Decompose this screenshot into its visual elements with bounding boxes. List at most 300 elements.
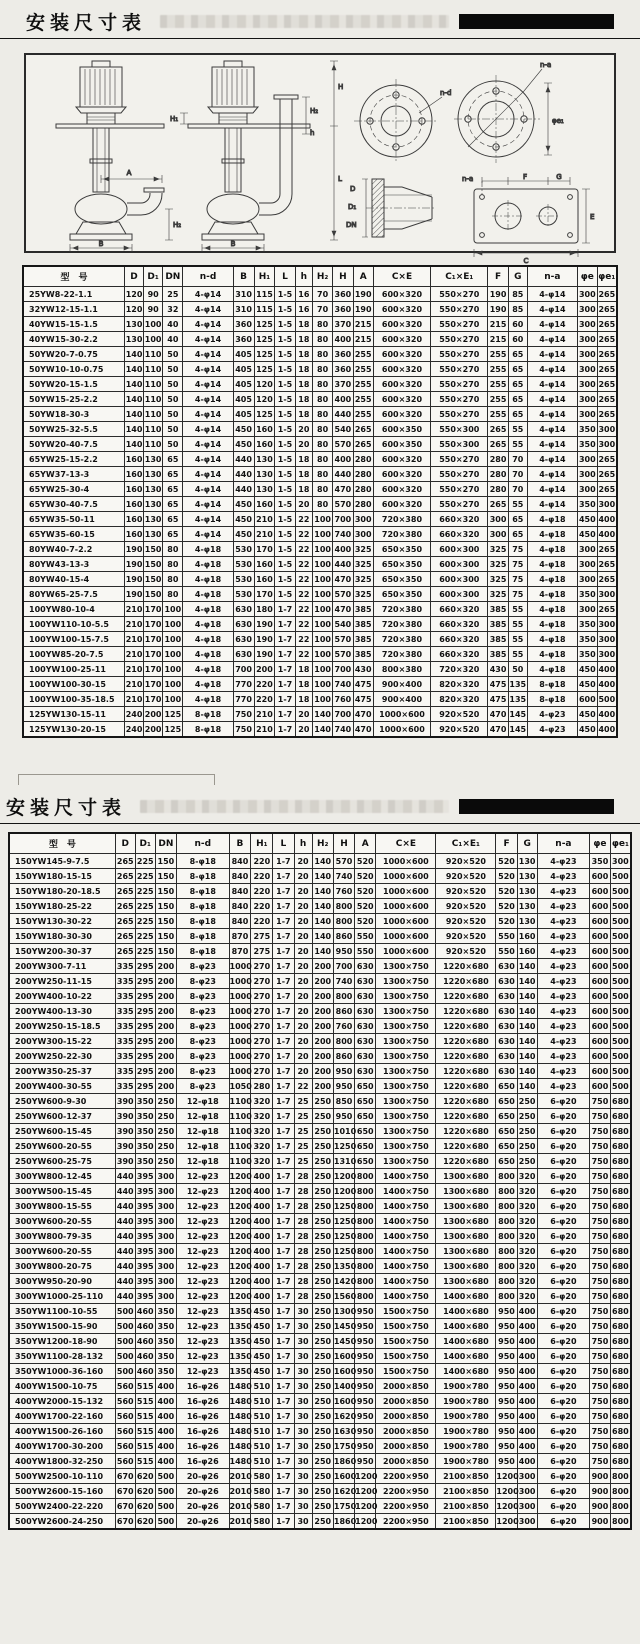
value-cell: 450 [251,1334,273,1349]
value-cell: 680 [610,1409,631,1424]
value-cell: 8-φ18 [177,899,230,914]
model-cell: 200YW400-30-55 [9,1079,115,1094]
value-cell: 1-5 [275,392,295,407]
pump-dimension-drawing [26,55,618,265]
value-cell: 600×320 [373,347,430,362]
value-cell: 190 [353,302,373,317]
value-cell: 800 [355,1169,376,1184]
value-cell: 320 [517,1184,537,1199]
value-cell: 800 [355,1229,376,1244]
value-cell: 800 [496,1229,517,1244]
value-cell: 18 [295,317,312,332]
value-cell: 110 [144,392,163,407]
value-cell: 350 [577,632,597,647]
value-cell: 250 [312,1259,333,1274]
value-cell: 1-7 [275,722,295,738]
value-cell: 16-φ26 [177,1454,230,1469]
value-cell: 4-φ23 [537,1019,590,1034]
model-cell: 500YW2500-10-110 [9,1469,115,1484]
value-cell: 950 [496,1424,517,1439]
value-cell: 650×350 [373,557,430,572]
value-cell: 500 [610,1049,631,1064]
value-cell: 300 [577,407,597,422]
value-cell: 2100×850 [436,1484,496,1499]
value-cell: 1000×600 [373,707,430,722]
value-cell: 320 [251,1139,273,1154]
value-cell: 300 [155,1244,176,1259]
value-cell: 680 [610,1139,631,1154]
drawing-frame [24,53,616,265]
value-cell: 115 [254,302,275,317]
value-cell: 1-7 [273,1244,294,1259]
value-cell: 250 [312,1244,333,1259]
value-cell: 150 [155,869,176,884]
value-cell: 225 [135,944,155,959]
value-cell: 140 [312,944,333,959]
value-cell: 20-φ26 [177,1514,230,1530]
value-cell: 140 [312,854,333,869]
value-cell: 300 [577,302,597,317]
column-header: n-a [527,266,577,287]
value-cell: 1300×680 [436,1199,496,1214]
value-cell: 140 [312,884,333,899]
value-cell: 265 [597,542,617,557]
value-cell: 440 [115,1199,135,1214]
value-cell: 400 [251,1199,273,1214]
pipe-section-view [346,179,436,237]
value-cell: 12-φ23 [177,1304,230,1319]
value-cell: 75 [508,587,527,602]
value-cell: 80 [163,557,183,572]
value-cell: 225 [135,869,155,884]
value-cell: 750 [590,1199,611,1214]
value-cell: 150 [155,854,176,869]
value-cell: 350 [155,1334,176,1349]
value-cell: 325 [353,572,373,587]
value-cell: 950 [496,1304,517,1319]
section1-title: 安装尺寸表 [26,11,147,34]
value-cell: 325 [353,557,373,572]
value-cell: 120 [254,377,275,392]
value-cell: 1-7 [275,632,295,647]
value-cell: 300 [597,587,617,602]
table-row [23,467,617,482]
value-cell: 295 [135,1079,155,1094]
value-cell: 1-7 [273,1184,294,1199]
value-cell: 1500×750 [376,1349,436,1364]
value-cell: 270 [251,1019,273,1034]
value-cell: 250 [312,1184,333,1199]
table-row [9,1364,631,1379]
column-header: DN [163,266,183,287]
model-cell: 200YW250-22-30 [9,1049,115,1064]
model-cell: 65YW35-50-11 [23,512,125,527]
value-cell: 300 [155,1184,176,1199]
value-cell: 800 [496,1274,517,1289]
table-row [23,692,617,707]
value-cell: 390 [115,1109,135,1124]
value-cell: 30 [294,1439,312,1454]
value-cell: 250 [155,1109,176,1124]
column-header: H [333,833,354,854]
value-cell: 620 [135,1469,155,1484]
value-cell: 280 [353,497,373,512]
value-cell: 1220×680 [436,989,496,1004]
value-cell: 570 [333,647,353,662]
value-cell: 1900×780 [436,1409,496,1424]
value-cell: 460 [135,1334,155,1349]
value-cell: 310 [233,287,254,302]
value-cell: 395 [135,1244,155,1259]
value-cell: 1000×600 [376,914,436,929]
value-cell: 65 [508,407,527,422]
value-cell: 1-7 [273,1139,294,1154]
value-cell: 1000×600 [376,869,436,884]
value-cell: 405 [233,347,254,362]
value-cell: 12-φ18 [177,1094,230,1109]
value-cell: 390 [115,1094,135,1109]
value-cell: 250 [312,1199,333,1214]
value-cell: 300 [597,647,617,662]
value-cell: 210 [125,647,144,662]
column-header: n-d [183,266,233,287]
value-cell: 130 [144,512,163,527]
value-cell: 475 [488,692,508,707]
value-cell: 22 [295,587,312,602]
value-cell: 1420 [333,1274,354,1289]
value-cell: 210 [254,722,275,738]
value-cell: 1600 [333,1349,354,1364]
value-cell: 4-φ23 [537,869,590,884]
value-cell: 8-φ18 [177,854,230,869]
value-cell: 300 [610,854,631,869]
table-row [9,1049,631,1064]
value-cell: 125 [254,362,275,377]
value-cell: 130 [517,914,537,929]
value-cell: 265 [597,287,617,302]
value-cell: 680 [610,1229,631,1244]
value-cell: 215 [353,332,373,347]
value-cell: 4-φ14 [183,347,233,362]
value-cell: 1-7 [273,1079,294,1094]
value-cell: 520 [355,899,376,914]
column-header: H₂ [312,266,332,287]
value-cell: 130 [144,467,163,482]
flange-view-na [454,61,564,163]
plate-label-g: G [556,173,562,181]
value-cell: 265 [597,302,617,317]
value-cell: 130 [144,482,163,497]
value-cell: 190 [125,572,144,587]
value-cell: 630 [355,989,376,1004]
value-cell: 6-φ20 [537,1319,590,1334]
value-cell: 500 [155,1499,176,1514]
value-cell: 720×380 [373,647,430,662]
section-label-d1: D₁ [348,203,357,211]
value-cell: 800 [496,1259,517,1274]
value-cell: 440 [115,1259,135,1274]
value-cell: 300 [517,1484,537,1499]
value-cell: 630 [496,1004,517,1019]
value-cell: 1310 [333,1154,354,1169]
value-cell: 130 [254,482,275,497]
value-cell: 100 [312,527,332,542]
value-cell: 1100 [229,1154,251,1169]
value-cell: 1-7 [273,1454,294,1469]
value-cell: 950 [355,1319,376,1334]
value-cell: 400 [517,1454,537,1469]
value-cell: 275 [251,929,273,944]
value-cell: 295 [135,974,155,989]
value-cell: 4-φ14 [183,482,233,497]
value-cell: 740 [333,974,354,989]
value-cell: 4-φ23 [537,1004,590,1019]
value-cell: 250 [155,1154,176,1169]
value-cell: 75 [508,572,527,587]
value-cell: 950 [496,1379,517,1394]
table-row [9,1019,631,1034]
table-row [23,347,617,362]
value-cell: 385 [488,617,508,632]
value-cell: 1000 [229,1064,251,1079]
value-cell: 8-φ18 [177,884,230,899]
value-cell: 30 [294,1424,312,1439]
value-cell: 800 [355,1259,376,1274]
value-cell: 50 [508,662,527,677]
installation-table-2 [8,832,632,1530]
value-cell: 2010 [229,1514,251,1530]
column-header: G [508,266,527,287]
value-cell: 150 [155,899,176,914]
value-cell: 550 [355,944,376,959]
value-cell: 560 [115,1439,135,1454]
value-cell: 25 [163,287,183,302]
value-cell: 600 [590,1064,611,1079]
plate-label-f: F [522,173,528,181]
value-cell: 1-7 [273,1049,294,1064]
value-cell: 450 [233,422,254,437]
value-cell: 20 [294,974,312,989]
value-cell: 1250 [333,1214,354,1229]
value-cell: 265 [353,437,373,452]
value-cell: 900 [590,1469,611,1484]
value-cell: 200 [155,1079,176,1094]
value-cell: 400 [517,1364,537,1379]
value-cell: 6-φ20 [537,1424,590,1439]
value-cell: 550×270 [431,317,488,332]
value-cell: 1560 [333,1289,354,1304]
table-row [9,1454,631,1469]
table-row [23,332,617,347]
value-cell: 680 [610,1289,631,1304]
value-cell: 400 [251,1259,273,1274]
value-cell: 350 [577,587,597,602]
value-cell: 1600 [333,1394,354,1409]
value-cell: 520 [496,914,517,929]
model-cell: 150YW180-20-18.5 [9,884,115,899]
value-cell: 115 [254,287,275,302]
value-cell: 750 [590,1139,611,1154]
value-cell: 130 [517,884,537,899]
model-cell: 150YW180-30-30 [9,929,115,944]
dim-label-b2: B [230,240,236,248]
value-cell: 6-φ20 [537,1304,590,1319]
value-cell: 100 [163,692,183,707]
value-cell: 320 [251,1109,273,1124]
value-cell: 280 [353,452,373,467]
value-cell: 8-φ18 [177,929,230,944]
column-header: C₁×E₁ [431,266,488,287]
value-cell: 760 [333,692,353,707]
texture-band [160,15,449,28]
value-cell: 325 [488,542,508,557]
value-cell: 800 [355,1244,376,1259]
value-cell: 550×270 [431,287,488,302]
value-cell: 500 [155,1484,176,1499]
value-cell: 255 [353,347,373,362]
value-cell: 840 [229,899,251,914]
value-cell: 4-φ23 [537,1079,590,1094]
value-cell: 85 [508,287,527,302]
value-cell: 600×320 [373,362,430,377]
value-cell: 360 [333,362,353,377]
value-cell: 400 [251,1244,273,1259]
value-cell: 28 [294,1244,312,1259]
table-row [23,647,617,662]
value-cell: 1480 [229,1424,251,1439]
value-cell: 450 [233,497,254,512]
value-cell: 440 [115,1184,135,1199]
value-cell: 12-φ18 [177,1139,230,1154]
value-cell: 750 [590,1439,611,1454]
value-cell: 1400×750 [376,1229,436,1244]
value-cell: 1100 [229,1094,251,1109]
value-cell: 2000×850 [376,1439,436,1454]
value-cell: 510 [251,1394,273,1409]
value-cell: 600 [590,1079,611,1094]
value-cell: 630 [355,1034,376,1049]
value-cell: 1200 [229,1199,251,1214]
value-cell: 2100×850 [436,1514,496,1530]
value-cell: 4-φ18 [527,527,577,542]
value-cell: 1400×750 [376,1214,436,1229]
value-cell: 250 [155,1139,176,1154]
value-cell: 30 [294,1334,312,1349]
column-header: DN [155,833,176,854]
table-row [23,632,617,647]
value-cell: 680 [610,1259,631,1274]
model-cell: 100YW100-25-11 [23,662,125,677]
value-cell: 395 [135,1259,155,1274]
value-cell: 225 [135,914,155,929]
value-cell: 350 [135,1094,155,1109]
value-cell: 820×320 [431,692,488,707]
value-cell: 1300×750 [376,1064,436,1079]
value-cell: 12-φ18 [177,1124,230,1139]
value-cell: 1900×780 [436,1454,496,1469]
value-cell: 100 [163,602,183,617]
value-cell: 1100 [229,1124,251,1139]
value-cell: 350 [577,497,597,512]
value-cell: 30 [294,1349,312,1364]
value-cell: 265 [597,452,617,467]
value-cell: 250 [312,1364,333,1379]
value-cell: 1-5 [275,497,295,512]
value-cell: 500 [115,1319,135,1334]
plate-label-e: E [590,213,595,221]
value-cell: 4-φ18 [527,617,577,632]
value-cell: 385 [488,602,508,617]
value-cell: 950 [496,1439,517,1454]
value-cell: 8-φ23 [177,1049,230,1064]
value-cell: 140 [312,899,333,914]
value-cell: 800×380 [373,662,430,677]
value-cell: 430 [488,662,508,677]
value-cell: 6-φ20 [537,1409,590,1424]
value-cell: 300 [488,527,508,542]
value-cell: 1400×680 [436,1349,496,1364]
value-cell: 4-φ14 [527,452,577,467]
value-cell: 440 [333,407,353,422]
value-cell: 870 [229,944,251,959]
value-cell: 1500×750 [376,1334,436,1349]
value-cell: 28 [294,1289,312,1304]
value-cell: 4-φ18 [183,602,233,617]
value-cell: 520 [496,884,517,899]
model-cell: 500YW2600-24-250 [9,1514,115,1530]
value-cell: 680 [610,1274,631,1289]
value-cell: 1220×680 [436,1079,496,1094]
value-cell: 4-φ14 [527,422,577,437]
model-cell: 50YW20-15-1.5 [23,377,125,392]
table-row [23,602,617,617]
value-cell: 1300×750 [376,1019,436,1034]
table-row [23,302,617,317]
value-cell: 580 [251,1499,273,1514]
value-cell: 130 [254,467,275,482]
value-cell: 4-φ18 [527,572,577,587]
value-cell: 200 [312,1019,333,1034]
value-cell: 440 [233,467,254,482]
value-cell: 650 [496,1079,517,1094]
value-cell: 1-5 [275,527,295,542]
value-cell: 265 [115,899,135,914]
value-cell: 950 [355,1334,376,1349]
value-cell: 740 [333,722,353,738]
column-header: n-d [177,833,230,854]
value-cell: 250 [312,1379,333,1394]
value-cell: 300 [155,1214,176,1229]
value-cell: 250 [312,1094,333,1109]
model-cell: 200YW400-13-30 [9,1004,115,1019]
model-cell: 500YW2600-15-160 [9,1484,115,1499]
value-cell: 160 [254,497,275,512]
dim-label-h: H [338,83,344,91]
value-cell: 360 [333,302,353,317]
value-cell: 1-7 [273,1019,294,1034]
value-cell: 800 [496,1199,517,1214]
value-cell: 400 [155,1409,176,1424]
value-cell: 20 [295,437,312,452]
value-cell: 50 [163,392,183,407]
value-cell: 600×320 [373,317,430,332]
value-cell: 16 [295,287,312,302]
value-cell: 65 [163,527,183,542]
value-cell: 1200 [496,1484,517,1499]
value-cell: 130 [125,332,144,347]
model-cell: 125YW130-20-15 [23,722,125,738]
value-cell: 190 [488,302,508,317]
